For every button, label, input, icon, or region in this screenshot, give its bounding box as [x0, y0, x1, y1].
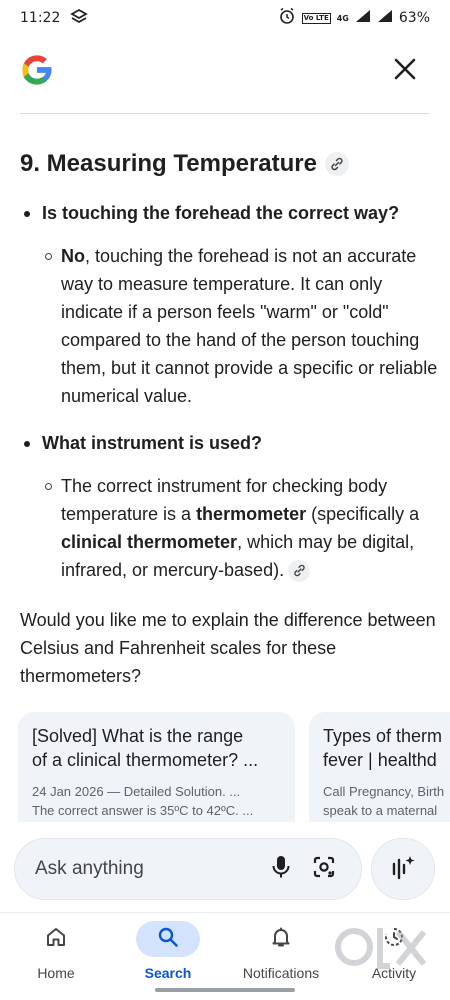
- nav-icon-container: [249, 921, 313, 957]
- source-cards: [18, 712, 450, 822]
- ask-input-bar[interactable]: [14, 838, 362, 900]
- ask-input[interactable]: Ask anything: [35, 858, 144, 879]
- answer-1-text: , touching the forehead is not an accurate way to measure temperature. It can only indicate if a person feels "warm" or "cold" compared to the hand of the person touching them, but it cannot provide a specific or reliable numerical value.: [61, 246, 438, 406]
- answer-2-part1: The correct instrument for checking body temperature is a: [61, 476, 388, 524]
- lens-button[interactable]: [309, 854, 339, 884]
- status-bar: [0, 0, 450, 36]
- source-card-title: [Solved] What is the range: [32, 726, 244, 746]
- question-1: Is touching the forehead the correct way?: [20, 200, 440, 226]
- close-icon: [394, 58, 416, 85]
- battery-percent: 63%: [398, 10, 430, 26]
- nav-notifications[interactable]: [225, 913, 337, 993]
- voice-sparkle-icon: [390, 854, 416, 885]
- nav-search-label: Search: [144, 965, 192, 981]
- ai-mode-button[interactable]: [371, 838, 435, 900]
- source-card-title: of a clinical thermometer? ...: [32, 750, 259, 770]
- header: [0, 46, 450, 96]
- close-button[interactable]: [388, 54, 422, 88]
- network-type: 4G: [336, 13, 349, 23]
- search-icon: [157, 926, 179, 953]
- mic-icon: [271, 855, 291, 884]
- home-indicator-bar: [155, 988, 295, 992]
- signal-icon-2: [377, 9, 393, 27]
- volte-badge: Vo LTE: [303, 13, 329, 22]
- section-heading: [20, 150, 440, 178]
- google-g-logo: [18, 51, 56, 89]
- source-link-button[interactable]: [288, 560, 310, 582]
- nav-activity-label: Activity: [371, 965, 417, 981]
- source-card-title: fever | healthd: [323, 750, 437, 770]
- olx-watermark: [328, 920, 446, 974]
- source-card-snippet: Call Pregnancy, Birth: [323, 784, 445, 799]
- notification-app-icon: [70, 8, 88, 28]
- followup-question: Would you like me to explain the difference between Celsius and Fahrenheit scales for these thermometers?: [20, 610, 436, 686]
- source-card[interactable]: [309, 712, 450, 822]
- nav-home[interactable]: [0, 913, 112, 993]
- signal-icon: [355, 9, 371, 27]
- nav-search[interactable]: [112, 913, 224, 993]
- answer-2-bold1: thermometer: [196, 504, 307, 524]
- answer-2-part3: , which may be digital, infrared, or mercury-based).: [61, 532, 415, 580]
- status-time: 11:22: [20, 10, 61, 26]
- mic-button[interactable]: [266, 854, 296, 884]
- nav-notifications-label: Notifications: [242, 965, 320, 981]
- section-title: 9. Measuring Temperature: [20, 150, 317, 177]
- link-icon: [293, 557, 306, 585]
- sub-bullet: [45, 253, 52, 260]
- source-link-button[interactable]: [325, 152, 349, 176]
- answer-content: [20, 150, 440, 690]
- home-icon: [45, 926, 67, 953]
- link-icon: [330, 150, 344, 178]
- answer-2-part2: (specifically a: [306, 504, 420, 524]
- source-card-snippet: 24 Jan 2026 — Detailed Solution. ...: [32, 784, 241, 799]
- nav-icon-container: [24, 921, 88, 957]
- nav-icon-container: [136, 921, 200, 957]
- answer-2-bold2: clinical thermometer: [61, 532, 238, 552]
- camera-lens-icon: [312, 855, 336, 884]
- source-card-snippet: speak to a maternal: [323, 803, 438, 818]
- answer-1-bold: No: [61, 246, 85, 266]
- alarm-icon: [278, 7, 296, 29]
- nav-home-label: Home: [37, 965, 75, 981]
- question-2: What instrument is used?: [20, 430, 440, 456]
- sub-bullet: [45, 483, 52, 490]
- header-divider: [20, 113, 430, 114]
- answer-1: [20, 242, 440, 410]
- source-card-snippet: The correct answer is 35ºC to 42ºC. ...: [32, 803, 254, 818]
- answer-2: [20, 472, 440, 584]
- source-card-title: Types of therm: [323, 726, 443, 746]
- bell-icon: [270, 926, 292, 953]
- source-card[interactable]: [18, 712, 295, 822]
